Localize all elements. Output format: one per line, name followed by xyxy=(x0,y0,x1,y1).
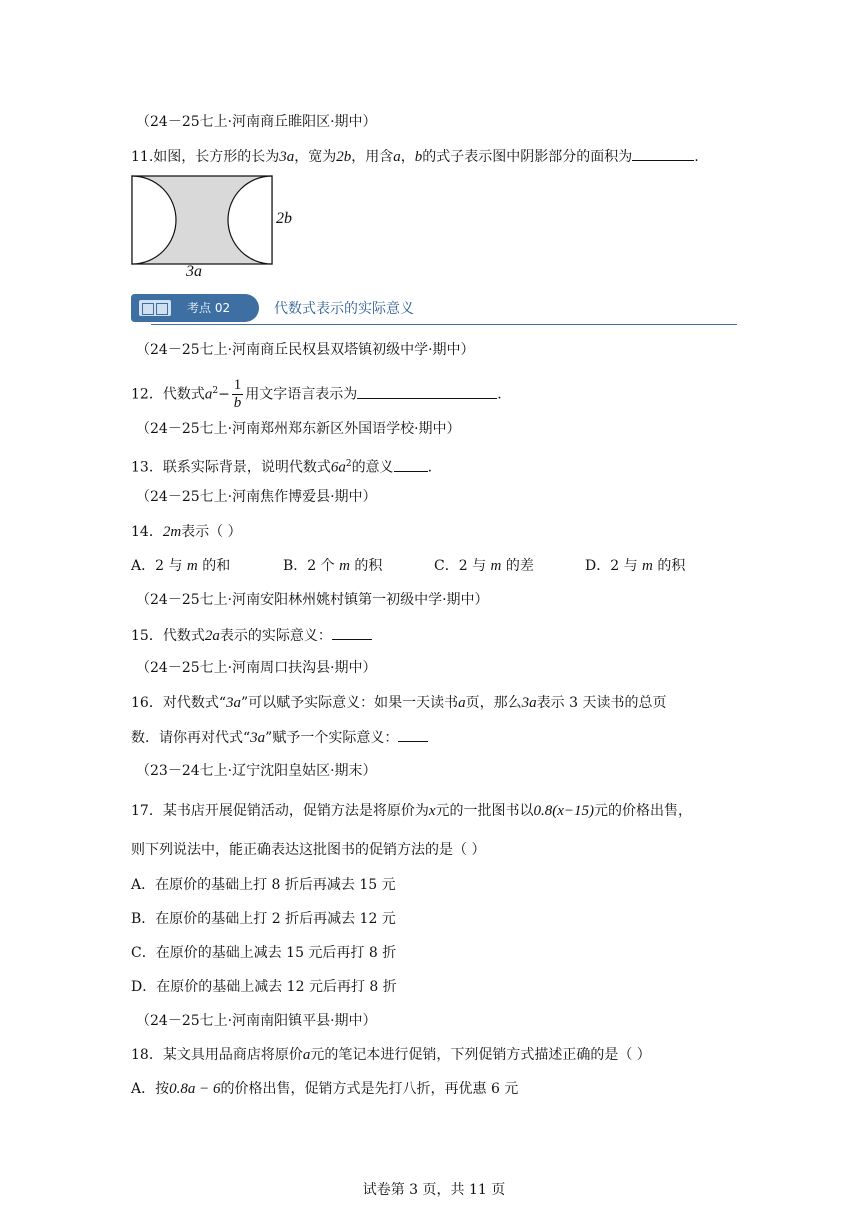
answer-blank[interactable] xyxy=(394,457,428,472)
answer-blank[interactable] xyxy=(632,146,694,161)
section-banner xyxy=(131,294,737,326)
choice-c[interactable]: C．在原价的基础上减去 15 元后再打 8 折 xyxy=(131,945,397,961)
source-label: （24－25七上·河南商丘睢阳区·期中） xyxy=(136,114,377,130)
question-13: 13．联系实际背景，说明代数式$6a^2$的意义 . xyxy=(131,454,432,478)
question-11: 11.如图，长方形的长为3a，宽为2b，用含a，b的式子表示图中阴影部分的面积为 . xyxy=(131,146,699,167)
source-label: （24－25七上·河南周口扶沟县·期中） xyxy=(136,660,377,676)
choice-c[interactable]: C．2 与 m 的差 xyxy=(434,558,534,574)
question-14: 14．2m表示（ ） xyxy=(131,524,242,540)
source-label: （24－25七上·河南焦作博爱县·期中） xyxy=(136,489,377,505)
choice-d[interactable]: D．在原价的基础上减去 12 元后再打 8 折 xyxy=(131,979,397,995)
section-tag-label: 考点 02 xyxy=(187,301,231,315)
question-15: 15．代数式2a表示的实际意义： xyxy=(131,625,372,646)
choice-a[interactable]: A．在原价的基础上打 8 折后再减去 15 元 xyxy=(131,877,396,893)
source-label: （24－25七上·河南商丘民权县双塔镇初级中学·期中） xyxy=(136,342,475,358)
answer-blank[interactable] xyxy=(398,727,428,742)
book-icon xyxy=(139,300,171,316)
question-17-line2: 则下列说法中，能正确表达这批图书的促销方法的是（ ） xyxy=(131,842,486,858)
section-title: 代数式表示的实际意义 xyxy=(274,301,414,317)
choice-a[interactable]: A．按0.8a − 6的价格出售，促销方式是先打八折，再优惠 6 元 xyxy=(131,1081,519,1097)
source-label: （24－25七上·河南安阳林州姚村镇第一初级中学·期中） xyxy=(136,592,489,608)
answer-blank[interactable] xyxy=(332,625,372,640)
fraction: $\frac{1}{b}$ xyxy=(233,377,242,412)
question-16-line2: 数．请你再对代式“3a”赋予一个实际意义： xyxy=(131,727,428,748)
question-16-line1: 16．对代数式“3a”可以赋予实际意义：如果一天读书a页，那么3a表示 3 天读书的总页 xyxy=(131,695,667,711)
answer-blank[interactable] xyxy=(357,384,497,399)
source-label: （24－25七上·河南郑州郑东新区外国语学校·期中） xyxy=(136,421,461,437)
choice-d[interactable]: D．2 与 m 的积 xyxy=(585,558,686,574)
choice-a[interactable]: A．2 与 m 的和 xyxy=(131,558,231,574)
choice-b[interactable]: B．在原价的基础上打 2 折后再减去 12 元 xyxy=(131,911,396,927)
choice-b[interactable]: B．2 个 m 的积 xyxy=(283,558,383,574)
question-17-line1: 17．某书店开展促销活动，促销方法是将原价为x元的一批图书以0.8(x−15)元的价格出售， xyxy=(131,803,693,819)
question-18: 18．某文具用品商店将原价a元的笔记本进行促销，下列促销方式描述正确的是（ ） xyxy=(131,1047,651,1063)
page-footer: 试卷第 3 页，共 11 页 xyxy=(362,1182,506,1198)
section-divider xyxy=(151,324,737,325)
figure-width-label: 3a xyxy=(186,263,202,280)
figure-height-label: 2b xyxy=(276,210,292,227)
source-label: （23－24七上·辽宁沈阳皇姑区·期末） xyxy=(136,763,377,779)
question-12: 12．代数式$a^2-$ $\frac{1}{b}$ 用文字语言表示为 . xyxy=(131,377,502,412)
section-tag xyxy=(131,294,259,322)
source-label: （24－25七上·河南南阳镇平县·期中） xyxy=(136,1013,377,1029)
